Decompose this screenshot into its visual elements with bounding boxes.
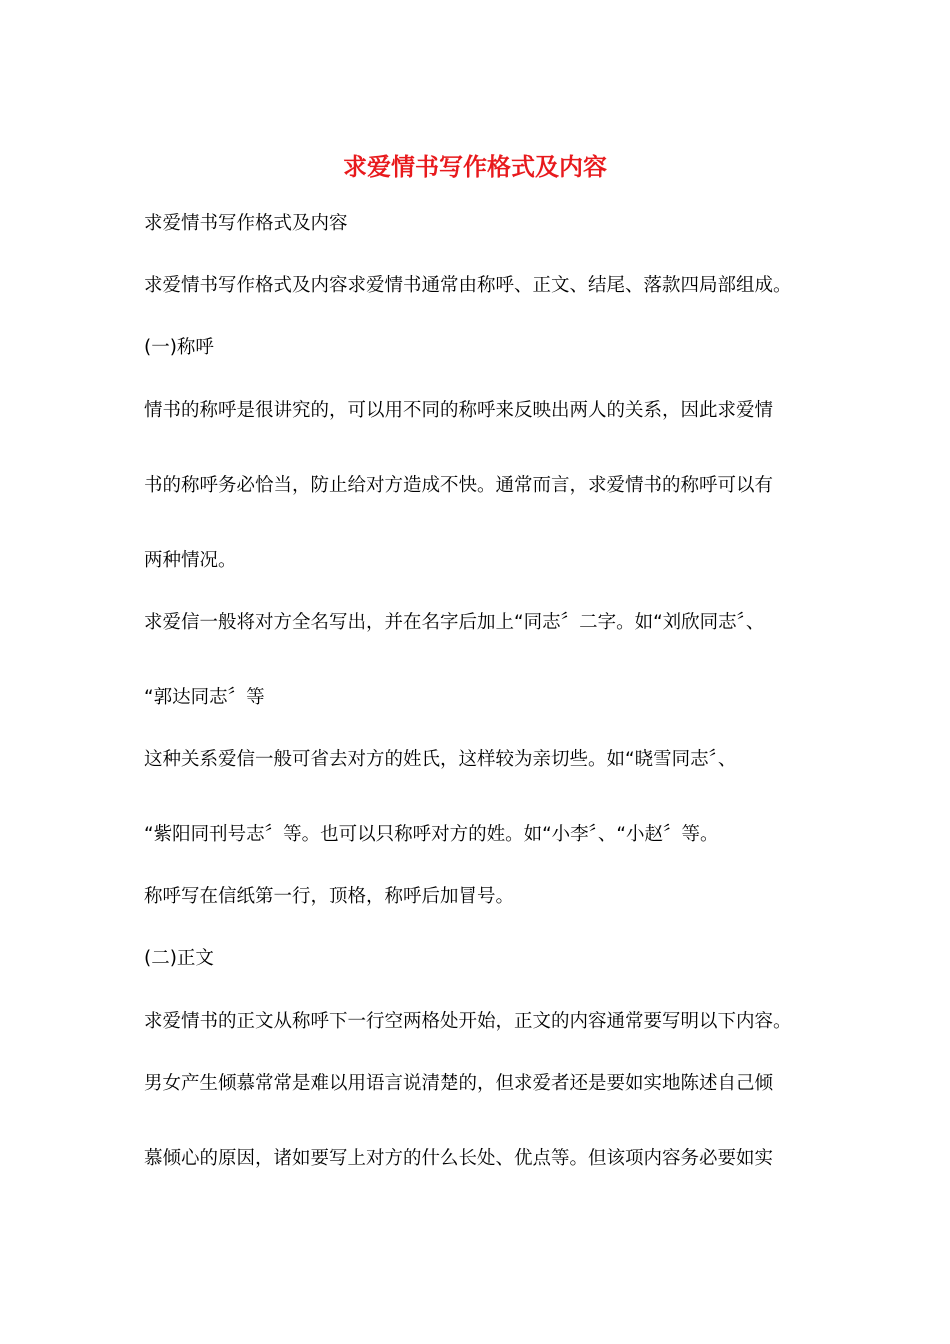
paragraph-line: 书的称呼务必恰当，防止给对方造成不快。通常而言，求爱情书的称呼可以有 <box>144 475 774 496</box>
paragraph-line: 称呼写在信纸第一行，顶格，称呼后加冒号。 <box>144 886 515 907</box>
paragraph-line: 求爱情书的正文从称呼下一行空两格处开始，正文的内容通常要写明以下内容。 <box>144 1011 792 1032</box>
paragraph-line: 求爱信一般将对方全名写出，并在名字后加上“同志〞二字。如“刘欣同志〞、 <box>144 612 765 633</box>
document-title: 求爱情书写作格式及内容 <box>343 152 607 181</box>
paragraph-line: 慕倾心的原因，诸如要写上对方的什么长处、优点等。但该项内容务必要如实 <box>144 1148 774 1169</box>
section-heading: (二)正文 <box>144 948 214 969</box>
paragraph-line: 这种关系爱信一般可省去对方的姓氏，这样较为亲切些。如“晓雪同志〞、 <box>144 749 737 770</box>
paragraph-line: 男女产生倾慕常常是难以用语言说清楚的，但求爱者还是要如实地陈述自己倾 <box>144 1073 774 1094</box>
paragraph-line: 求爱情书写作格式及内容 <box>144 213 348 234</box>
paragraph-line: 求爱情书写作格式及内容求爱情书通常由称呼、正文、结尾、落款四局部组成。 <box>144 275 792 296</box>
paragraph-line: 两种情况。 <box>144 550 237 571</box>
paragraph-line: “紫阳同刊号志〞等。也可以只称呼对方的姓。如“小李〞、“小赵〞等。 <box>144 824 719 845</box>
paragraph-line: 情书的称呼是很讲究的，可以用不同的称呼来反映出两人的关系，因此求爱情 <box>144 400 774 421</box>
paragraph-line: “郭达同志〞等 <box>144 687 265 708</box>
section-heading: (一)称呼 <box>144 337 214 358</box>
